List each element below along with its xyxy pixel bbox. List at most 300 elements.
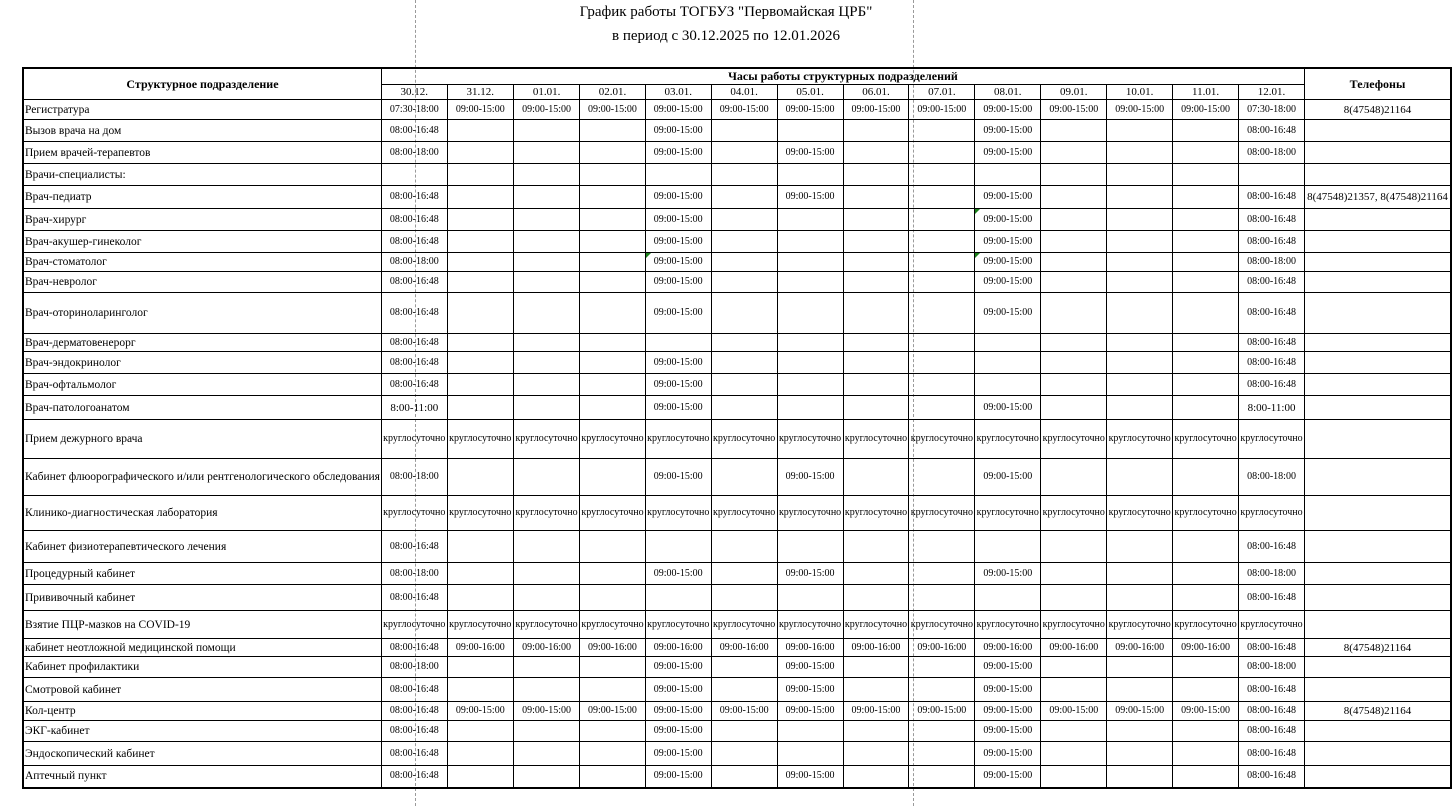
hours-cell: [711, 766, 777, 788]
hours-cell: 08:00-16:48: [1239, 678, 1305, 702]
hours-cell: круглосуточно: [975, 496, 1041, 531]
hours-cell: [777, 272, 843, 293]
hours-cell: [909, 209, 975, 231]
hours-cell: [1041, 459, 1107, 496]
department-name: Врач-офтальмолог: [23, 374, 381, 396]
hours-cell: [1041, 272, 1107, 293]
hours-cell: [843, 293, 909, 334]
hours-cell: 08:00-16:48: [381, 293, 447, 334]
hours-cell: [1041, 231, 1107, 253]
hours-cell: 08:00-16:48: [381, 531, 447, 563]
table-row: [23, 100, 1451, 120]
table-row: [23, 186, 1451, 209]
phone-cell: [1304, 742, 1451, 766]
hours-cell: [843, 396, 909, 420]
hours-cell: [1107, 585, 1173, 611]
hours-cell: [1173, 164, 1239, 186]
hours-cell: [777, 396, 843, 420]
hours-cell: [580, 585, 646, 611]
hours-cell: [1107, 742, 1173, 766]
hours-cell: 09:00-16:00: [909, 639, 975, 657]
hours-cell: 09:00-15:00: [645, 396, 711, 420]
hours-cell: [1041, 293, 1107, 334]
hours-cell: 09:00-16:00: [777, 639, 843, 657]
hours-cell: [580, 657, 646, 678]
table-row: [23, 120, 1451, 142]
hours-cell: 09:00-15:00: [975, 231, 1041, 253]
department-name: Врач-оториноларинголог: [23, 293, 381, 334]
hours-cell: [1173, 742, 1239, 766]
hours-cell: [1173, 352, 1239, 374]
hours-cell: круглосуточно: [1173, 420, 1239, 459]
hours-cell: [513, 585, 579, 611]
hours-cell: [909, 563, 975, 585]
hours-cell: [1107, 721, 1173, 742]
hours-cell: [909, 120, 975, 142]
phone-cell: [1304, 352, 1451, 374]
table-row: [23, 374, 1451, 396]
hours-cell: [513, 396, 579, 420]
hours-cell: 09:00-15:00: [645, 702, 711, 721]
hours-cell: [777, 721, 843, 742]
date-header: 08.01.: [975, 85, 1041, 100]
hours-cell: 09:00-16:00: [447, 639, 513, 657]
hours-cell: 09:00-16:00: [580, 639, 646, 657]
hours-cell: 08:00-18:00: [1239, 657, 1305, 678]
hours-cell: [843, 209, 909, 231]
department-name: Смотровой кабинет: [23, 678, 381, 702]
hours-cell: [447, 396, 513, 420]
hours-cell: [447, 272, 513, 293]
hours-cell: [909, 721, 975, 742]
hours-cell: [580, 334, 646, 352]
table-row: [23, 742, 1451, 766]
hours-cell: [1173, 334, 1239, 352]
hours-cell: 07:30-18:00: [381, 100, 447, 120]
hours-cell: 09:00-15:00: [975, 253, 1041, 272]
hours-cell: [975, 164, 1041, 186]
hours-cell: [580, 563, 646, 585]
hours-cell: круглосуточно: [711, 496, 777, 531]
hours-cell: [447, 164, 513, 186]
hours-cell: круглосуточно: [381, 496, 447, 531]
hours-cell: [447, 657, 513, 678]
hours-cell: [711, 231, 777, 253]
hours-cell: [1041, 142, 1107, 164]
hours-cell: 08:00-16:48: [1239, 209, 1305, 231]
hours-cell: [580, 766, 646, 788]
hours-cell: 09:00-15:00: [975, 272, 1041, 293]
hours-cell: 08:00-18:00: [381, 459, 447, 496]
hours-cell: [909, 352, 975, 374]
hours-cell: [1173, 120, 1239, 142]
hours-cell: 09:00-15:00: [645, 253, 711, 272]
hours-cell: круглосуточно: [909, 611, 975, 639]
hours-cell: 09:00-16:00: [513, 639, 579, 657]
document-title: График работы ТОГБУЗ "Первомайская ЦРБ": [579, 4, 873, 20]
hours-cell: круглосуточно: [1239, 420, 1305, 459]
hours-cell: [513, 293, 579, 334]
hours-cell: [645, 164, 711, 186]
hours-cell: [777, 531, 843, 563]
department-name: Кабинет флюорографического и/или рентгенологического обследования: [23, 459, 381, 496]
hours-cell: 08:00-16:48: [1239, 186, 1305, 209]
hours-cell: круглосуточно: [1107, 611, 1173, 639]
hours-cell: [1041, 209, 1107, 231]
phone-cell: [1304, 334, 1451, 352]
hours-cell: 09:00-15:00: [975, 142, 1041, 164]
table-row: [23, 334, 1451, 352]
hours-cell: круглосуточно: [513, 496, 579, 531]
hours-cell: 09:00-15:00: [975, 742, 1041, 766]
hours-cell: 08:00-18:00: [1239, 142, 1305, 164]
hours-cell: [1107, 766, 1173, 788]
hours-cell: [1041, 721, 1107, 742]
hours-cell: [1041, 253, 1107, 272]
hours-cell: [513, 231, 579, 253]
hours-cell: круглосуточно: [909, 420, 975, 459]
hours-cell: круглосуточно: [777, 420, 843, 459]
hours-cell: 09:00-15:00: [711, 100, 777, 120]
phone-cell: [1304, 374, 1451, 396]
date-header: 10.01.: [1107, 85, 1173, 100]
hours-cell: 09:00-15:00: [645, 272, 711, 293]
hours-cell: [1173, 374, 1239, 396]
hours-cell: 09:00-15:00: [777, 702, 843, 721]
hours-cell: [447, 585, 513, 611]
hours-cell: [843, 142, 909, 164]
hours-cell: 09:00-15:00: [975, 396, 1041, 420]
hours-cell: [580, 396, 646, 420]
hours-cell: 08:00-16:48: [381, 352, 447, 374]
phone-cell: [1304, 611, 1451, 639]
hours-cell: [447, 563, 513, 585]
date-header: 12.01.: [1239, 85, 1305, 100]
hours-cell: [1041, 352, 1107, 374]
hours-cell: 09:00-15:00: [645, 678, 711, 702]
hours-cell: [1107, 531, 1173, 563]
hours-cell: [447, 293, 513, 334]
hours-cell: [1173, 531, 1239, 563]
hours-cell: круглосуточно: [447, 420, 513, 459]
hours-cell: [909, 272, 975, 293]
department-name: Врач-невролог: [23, 272, 381, 293]
hours-cell: [909, 657, 975, 678]
hours-cell: 09:00-15:00: [645, 100, 711, 120]
hours-cell: круглосуточно: [1107, 496, 1173, 531]
department-name: Прием дежурного врача: [23, 420, 381, 459]
hours-cell: [1173, 293, 1239, 334]
hours-cell: [645, 334, 711, 352]
hours-cell: [843, 657, 909, 678]
hours-cell: 09:00-15:00: [843, 100, 909, 120]
hours-cell: 09:00-15:00: [645, 721, 711, 742]
hours-cell: 09:00-15:00: [711, 702, 777, 721]
date-header: 30.12.: [381, 85, 447, 100]
hours-cell: [909, 253, 975, 272]
hours-cell: 09:00-15:00: [777, 766, 843, 788]
hours-cell: [711, 374, 777, 396]
phone-cell: [1304, 496, 1451, 531]
hours-cell: 08:00-16:48: [381, 678, 447, 702]
hours-cell: 09:00-16:00: [1107, 639, 1173, 657]
hours-cell: [711, 563, 777, 585]
hours-cell: 09:00-15:00: [975, 293, 1041, 334]
hours-cell: 09:00-15:00: [975, 721, 1041, 742]
hours-cell: 08:00-16:48: [381, 742, 447, 766]
hours-cell: 09:00-15:00: [975, 563, 1041, 585]
department-name: Врач-педиатр: [23, 186, 381, 209]
hours-cell: [1041, 164, 1107, 186]
hours-cell: [909, 334, 975, 352]
hours-cell: [843, 272, 909, 293]
table-row: [23, 563, 1451, 585]
phone-cell: 8(47548)21357, 8(47548)21164: [1304, 186, 1451, 209]
date-header: 04.01.: [711, 85, 777, 100]
hours-cell: [711, 272, 777, 293]
phone-cell: [1304, 766, 1451, 788]
hours-cell: 09:00-15:00: [777, 657, 843, 678]
hours-cell: 08:00-16:48: [1239, 639, 1305, 657]
hours-cell: круглосуточно: [1173, 496, 1239, 531]
department-name: Прививочный кабинет: [23, 585, 381, 611]
hours-cell: 8:00-11:00: [381, 396, 447, 420]
hours-cell: круглосуточно: [381, 611, 447, 639]
hours-cell: [580, 374, 646, 396]
header-working-hours: Часы работы структурных подразделений: [381, 68, 1304, 85]
hours-cell: 09:00-15:00: [975, 209, 1041, 231]
department-name: Эндоскопический кабинет: [23, 742, 381, 766]
hours-cell: 08:00-16:48: [381, 209, 447, 231]
hours-cell: [909, 459, 975, 496]
hours-cell: [711, 531, 777, 563]
comment-marker: [975, 253, 980, 258]
hours-cell: 08:00-18:00: [1239, 253, 1305, 272]
hours-cell: 09:00-15:00: [975, 459, 1041, 496]
phone-cell: [1304, 585, 1451, 611]
hours-cell: [777, 334, 843, 352]
hours-cell: [1107, 396, 1173, 420]
hours-cell: [711, 396, 777, 420]
hours-cell: [580, 272, 646, 293]
hours-cell: [1107, 164, 1173, 186]
hours-cell: 08:00-16:48: [1239, 352, 1305, 374]
hours-cell: [513, 531, 579, 563]
hours-cell: 08:00-16:48: [1239, 742, 1305, 766]
hours-cell: 08:00-16:48: [381, 585, 447, 611]
hours-cell: 09:00-15:00: [777, 563, 843, 585]
hours-cell: [843, 459, 909, 496]
hours-cell: круглосуточно: [447, 611, 513, 639]
table-row: [23, 531, 1451, 563]
hours-cell: круглосуточно: [513, 611, 579, 639]
hours-cell: [1173, 459, 1239, 496]
table-row: [23, 702, 1451, 721]
hours-cell: [843, 563, 909, 585]
hours-cell: [381, 164, 447, 186]
hours-cell: 09:00-15:00: [1173, 702, 1239, 721]
department-name: Врач-дерматовенерорг: [23, 334, 381, 352]
hours-cell: [1041, 657, 1107, 678]
department-name: Регистратура: [23, 100, 381, 120]
hours-cell: [711, 459, 777, 496]
hours-cell: [843, 766, 909, 788]
hours-cell: [447, 142, 513, 164]
hours-cell: [1107, 231, 1173, 253]
hours-cell: [580, 253, 646, 272]
hours-cell: 09:00-15:00: [645, 142, 711, 164]
hours-cell: круглосуточно: [580, 611, 646, 639]
hours-cell: [711, 164, 777, 186]
hours-cell: [711, 120, 777, 142]
hours-cell: [975, 334, 1041, 352]
hours-cell: [645, 531, 711, 563]
hours-cell: [447, 352, 513, 374]
hours-cell: [1173, 766, 1239, 788]
phone-cell: [1304, 142, 1451, 164]
document-period: в период с 30.12.2025 по 12.01.2026: [612, 28, 840, 44]
phone-cell: [1304, 293, 1451, 334]
hours-cell: 07:30-18:00: [1239, 100, 1305, 120]
hours-cell: 08:00-16:48: [1239, 531, 1305, 563]
hours-cell: 08:00-16:48: [1239, 585, 1305, 611]
phone-cell: [1304, 678, 1451, 702]
hours-cell: [777, 293, 843, 334]
hours-cell: [975, 374, 1041, 396]
hours-cell: 09:00-15:00: [645, 352, 711, 374]
hours-cell: [1107, 186, 1173, 209]
hours-cell: 09:00-15:00: [909, 702, 975, 721]
hours-cell: [513, 657, 579, 678]
hours-cell: [711, 678, 777, 702]
hours-cell: [513, 120, 579, 142]
table-row: [23, 585, 1451, 611]
hours-cell: [1041, 396, 1107, 420]
hours-cell: 08:00-16:48: [381, 374, 447, 396]
hours-cell: 09:00-15:00: [1041, 100, 1107, 120]
hours-cell: [447, 531, 513, 563]
hours-cell: [447, 209, 513, 231]
hours-cell: 09:00-15:00: [777, 100, 843, 120]
hours-cell: круглосуточно: [1041, 496, 1107, 531]
hours-cell: [1173, 585, 1239, 611]
hours-cell: [580, 142, 646, 164]
hours-cell: 09:00-15:00: [777, 142, 843, 164]
hours-cell: 09:00-15:00: [645, 231, 711, 253]
table-row: [23, 253, 1451, 272]
hours-cell: [777, 231, 843, 253]
hours-cell: [1107, 209, 1173, 231]
hours-cell: [513, 334, 579, 352]
department-name: Клинико-диагностическая лаборатория: [23, 496, 381, 531]
hours-cell: круглосуточно: [1173, 611, 1239, 639]
hours-cell: 08:00-16:48: [381, 334, 447, 352]
table-row: [23, 611, 1451, 639]
hours-cell: [843, 352, 909, 374]
hours-cell: [447, 334, 513, 352]
hours-cell: [1107, 334, 1173, 352]
hours-cell: круглосуточно: [843, 496, 909, 531]
hours-cell: [513, 678, 579, 702]
hours-cell: [777, 585, 843, 611]
hours-cell: [843, 231, 909, 253]
table-row: [23, 231, 1451, 253]
hours-cell: [1041, 334, 1107, 352]
hours-cell: [909, 742, 975, 766]
hours-cell: [975, 531, 1041, 563]
hours-cell: 09:00-15:00: [777, 678, 843, 702]
phone-cell: [1304, 459, 1451, 496]
hours-cell: [843, 253, 909, 272]
hours-cell: 08:00-16:48: [1239, 334, 1305, 352]
hours-cell: 08:00-16:48: [1239, 702, 1305, 721]
department-name: Кол-центр: [23, 702, 381, 721]
hours-cell: [711, 209, 777, 231]
phone-cell: [1304, 231, 1451, 253]
hours-cell: [513, 563, 579, 585]
table-row: [23, 142, 1451, 164]
department-name: Врач-акушер-гинеколог: [23, 231, 381, 253]
schedule-table: [22, 67, 1452, 789]
hours-cell: 08:00-16:48: [1239, 120, 1305, 142]
hours-cell: [1041, 742, 1107, 766]
hours-cell: [1107, 142, 1173, 164]
hours-cell: [1041, 120, 1107, 142]
hours-cell: [447, 766, 513, 788]
hours-cell: [975, 352, 1041, 374]
department-name: кабинет неотложной медицинской помощи: [23, 639, 381, 657]
hours-cell: [909, 766, 975, 788]
hours-cell: 09:00-15:00: [447, 100, 513, 120]
table-row: [23, 293, 1451, 334]
hours-cell: 09:00-15:00: [513, 100, 579, 120]
hours-cell: 09:00-15:00: [645, 657, 711, 678]
hours-cell: круглосуточно: [645, 496, 711, 531]
hours-cell: [1107, 657, 1173, 678]
hours-cell: 08:00-16:48: [1239, 231, 1305, 253]
hours-cell: [843, 585, 909, 611]
hours-cell: [447, 721, 513, 742]
table-row: [23, 164, 1451, 186]
hours-cell: [1239, 164, 1305, 186]
hours-cell: 08:00-16:48: [1239, 766, 1305, 788]
hours-cell: 08:00-16:48: [1239, 721, 1305, 742]
hours-cell: круглосуточно: [645, 420, 711, 459]
hours-cell: 09:00-15:00: [580, 702, 646, 721]
hours-cell: [447, 231, 513, 253]
department-name: Врач-эндокринолог: [23, 352, 381, 374]
hours-cell: круглосуточно: [1041, 611, 1107, 639]
hours-cell: [843, 678, 909, 702]
hours-cell: [580, 678, 646, 702]
table-row: [23, 209, 1451, 231]
hours-cell: [1173, 721, 1239, 742]
hours-cell: [580, 459, 646, 496]
hours-cell: круглосуточно: [975, 420, 1041, 459]
hours-cell: [843, 164, 909, 186]
hours-cell: [1041, 766, 1107, 788]
hours-cell: [711, 186, 777, 209]
phone-cell: [1304, 272, 1451, 293]
hours-cell: [1173, 142, 1239, 164]
hours-cell: 09:00-15:00: [580, 100, 646, 120]
hours-cell: [1173, 678, 1239, 702]
hours-cell: 09:00-15:00: [975, 120, 1041, 142]
hours-cell: [843, 721, 909, 742]
department-name: Кабинет физиотерапевтического лечения: [23, 531, 381, 563]
hours-cell: [447, 253, 513, 272]
department-name: Взятие ПЦР-мазков на COVID-19: [23, 611, 381, 639]
